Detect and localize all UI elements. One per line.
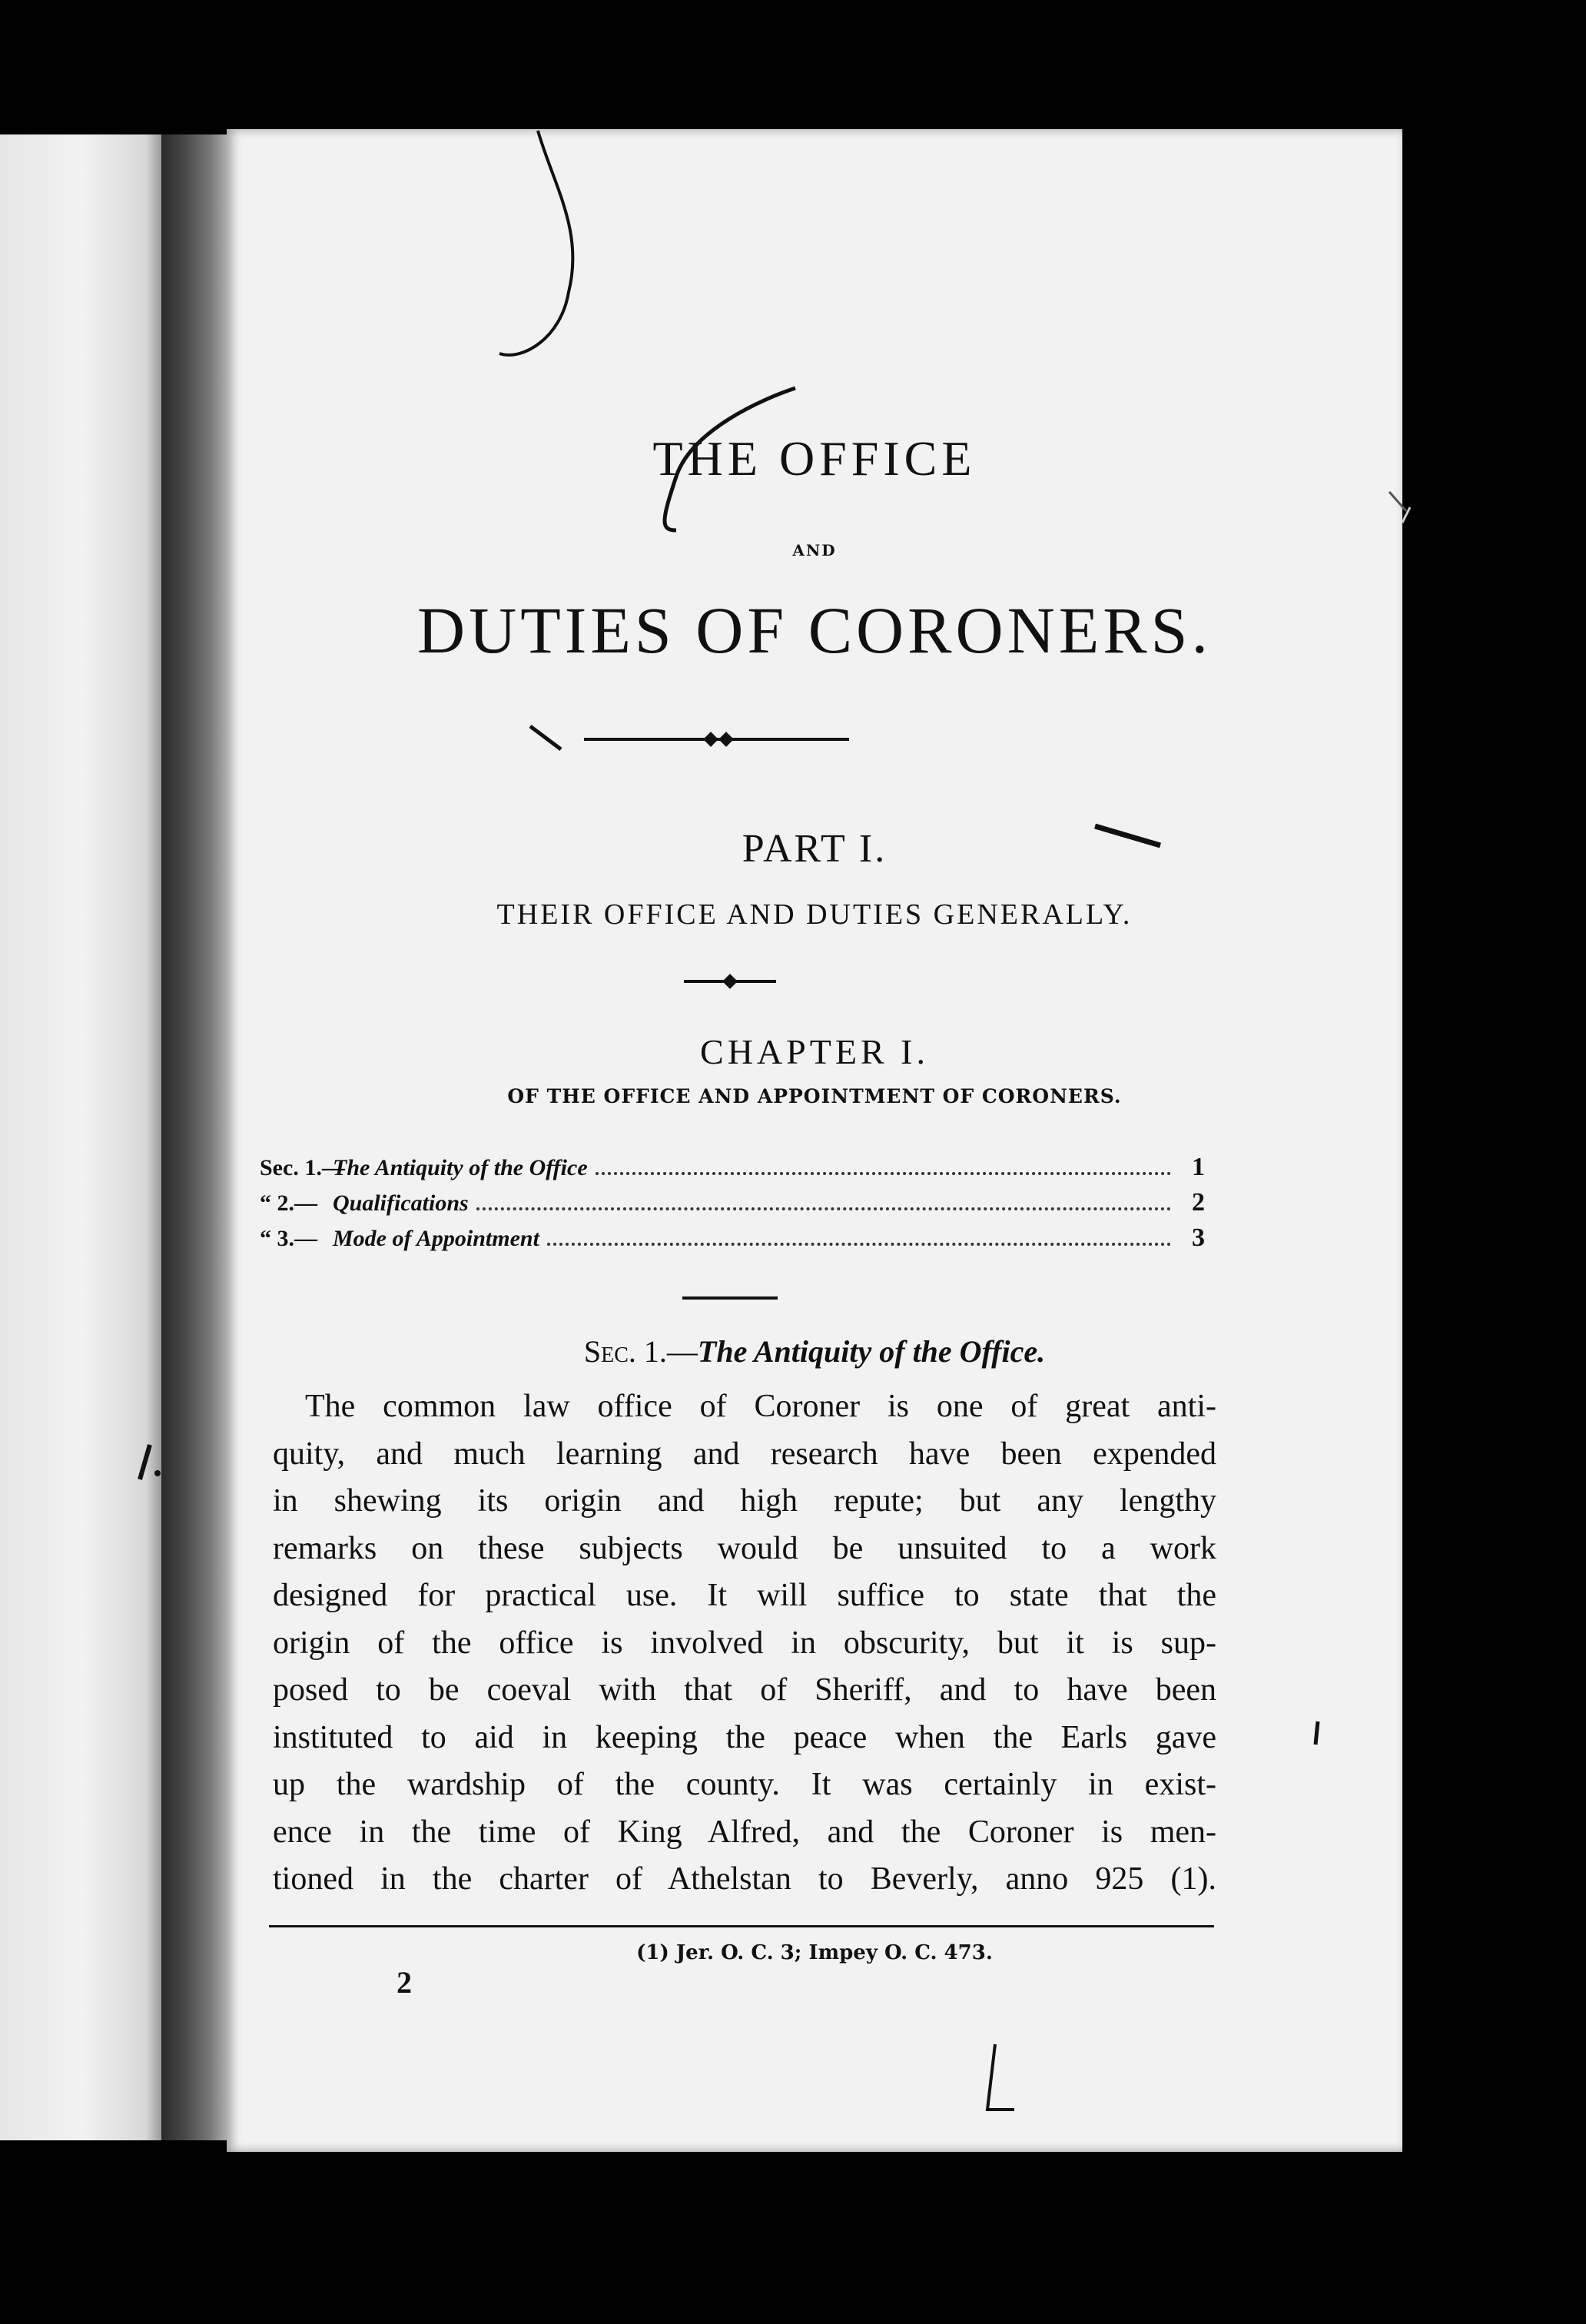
body-line: remarks on these subjects would be unsuited to a work — [273, 1530, 1216, 1566]
footnote-rule — [269, 1925, 1214, 1927]
book-title-and: AND — [792, 541, 837, 559]
toc-entry-page: 1 — [1192, 1153, 1205, 1181]
body-line: posed to be coeval with that of Sheriff, and to have been — [273, 1672, 1216, 1708]
section-heading — [227, 1333, 1402, 1370]
toc-entry-label: Qualifications — [333, 1190, 469, 1216]
part-subtitle: THEIR OFFICE AND DUTIES GENERALLY. — [496, 898, 1133, 931]
toc-entry — [260, 1153, 1205, 1187]
chapter-subtitle: OF THE OFFICE AND APPOINTMENT OF CORONERS. — [507, 1085, 1122, 1107]
toc-entry-prefix: Sec. 1.— — [260, 1155, 345, 1180]
body-line: origin of the office is involved in obscurity, but it is sup- — [273, 1625, 1216, 1661]
body-line: The common law office of Coroner is one of great anti- — [305, 1389, 1216, 1424]
toc-entry-prefix: “ 2.— — [260, 1190, 317, 1216]
part-title: PART I. — [742, 827, 888, 871]
previous-page-edge — [0, 134, 165, 2140]
toc-entry — [260, 1188, 1205, 1222]
footnote: (1) Jer. O. C. 3; Impey O. C. 473. — [636, 1941, 993, 1964]
page-number: 2 — [396, 1965, 412, 2000]
chapter-title: CHAPTER I. — [700, 1032, 929, 1071]
toc-entry-label: Mode of Appointment — [333, 1226, 539, 1251]
toc-leader-dots — [596, 1172, 1171, 1175]
short-rule — [682, 1296, 778, 1300]
section-heading-prefix: Sec. 1.— — [583, 1334, 698, 1369]
toc-entry-prefix: “ 3.— — [260, 1226, 317, 1251]
body-line: quity, and much learning and research have been expended — [273, 1436, 1216, 1472]
toc-entry-page: 3 — [1192, 1223, 1205, 1252]
book-spine-shadow — [161, 134, 231, 2140]
toc-entry-page: 2 — [1192, 1188, 1205, 1217]
section-heading-title: The Antiquity of the Office. — [697, 1334, 1046, 1369]
toc-leader-dots — [547, 1243, 1171, 1246]
book-title-line-2: DUTIES OF CORONERS. — [417, 593, 1212, 667]
pencil-stroke — [1402, 507, 1410, 523]
toc-entry — [260, 1223, 1205, 1257]
body-line: in shewing its origin and high repute; but any lengthy — [273, 1483, 1216, 1519]
body-line: tioned in the charter of Athelstan to Beverly, anno 925 (1). — [273, 1861, 1216, 1897]
toc-leader-dots — [476, 1207, 1171, 1210]
book-title-line-1: THE OFFICE — [652, 431, 977, 486]
body-line: ence in the time of King Alfred, and the Coroner is men- — [273, 1814, 1216, 1850]
body-line: up the wardship of the county. It was certainly in exist- — [273, 1767, 1216, 1802]
body-line: instituted to aid in keeping the peace when the Earls gave — [273, 1719, 1216, 1755]
section-body — [273, 1383, 1216, 1904]
toc-entry-label: The Antiquity of the Office — [333, 1155, 588, 1180]
body-line: designed for practical use. It will suffice to state that the — [273, 1578, 1216, 1613]
